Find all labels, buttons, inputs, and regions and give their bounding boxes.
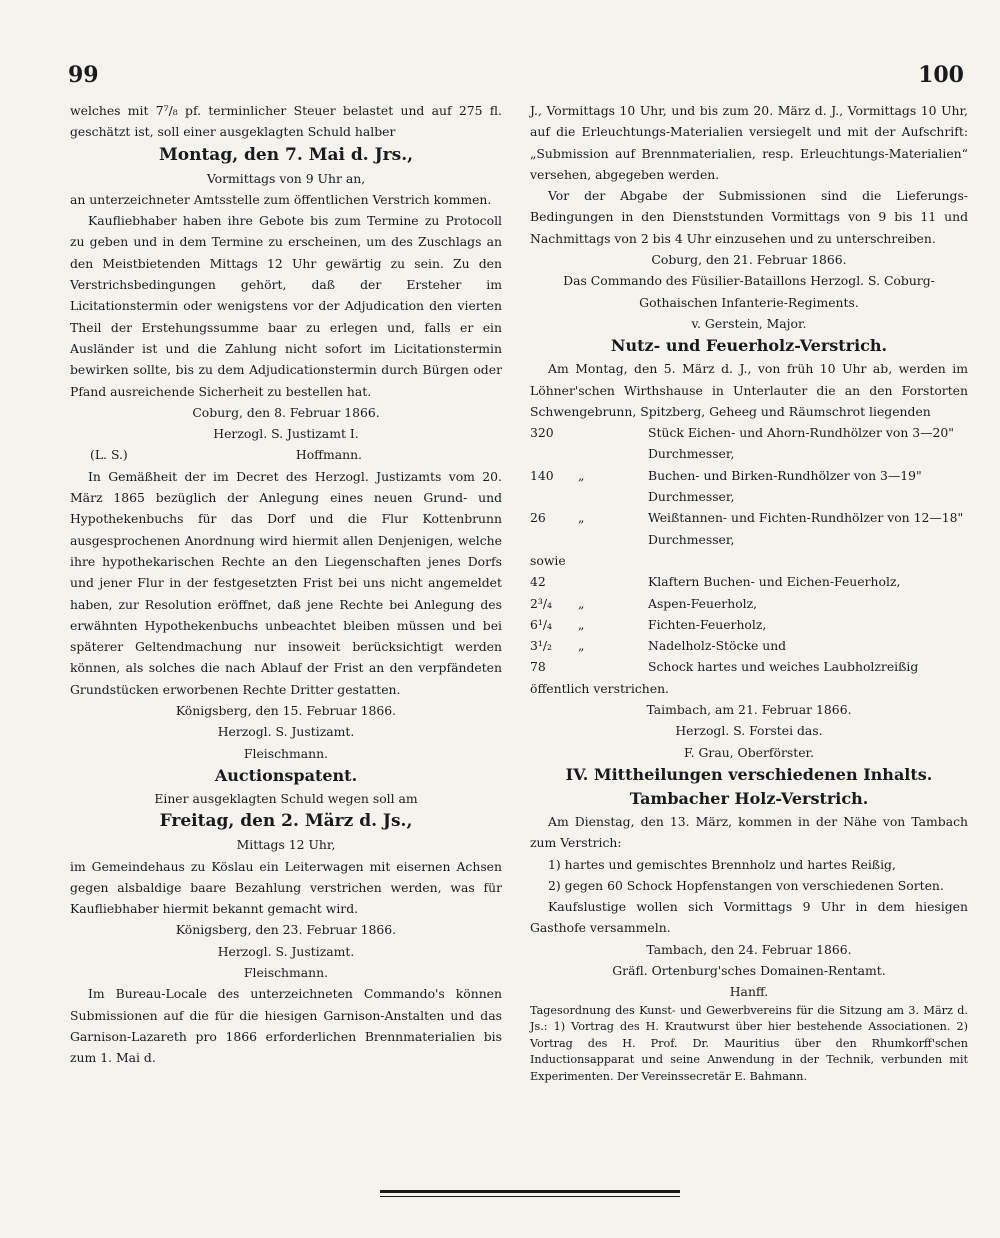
list-item: 1) hartes und gemischtes Brennholz und hartes Reißig, xyxy=(548,856,896,872)
sale-closing: öffentlich verstrichen. xyxy=(530,680,669,696)
ditto-mark: „ xyxy=(578,510,585,526)
command-name: Das Commando des Füsilier-Bataillons Herzogl. S. Coburg-Gothaischen Infanterie-Regiments. xyxy=(563,273,935,310)
dateline: Coburg, den 8. Februar 1866. xyxy=(192,404,380,420)
dateline: Königsberg, den 15. Februar 1866. xyxy=(175,703,397,719)
page-number-right: 100 xyxy=(918,62,964,88)
delivery-conditions: Vor der Abgabe der Submissionen sind die Lieferungs-Bedingungen in den Dienststunden Vormittags von 9 bis 11 und Nachmittags von 2 bis 4 Uhr einzusehen und zu unterschreiben. xyxy=(530,188,968,246)
list-item xyxy=(530,422,968,465)
auction-time: Vormittags von 9 Uhr an, xyxy=(206,170,366,186)
mortgage-notice: In Gemäßheit der im Decret des Herzogl. Justizamts vom 20. März 1865 bezüglich der Anlegung eines neuen Grund- und Hypothekenbuchs für das Dorf und die Flur Kottenbrunn ausgesprochenen Anordnung wird hiermit allen Denjenigen, welche ihre hypothekarischen Rechte an den Liegenschaften jenes Dorfs und jener Flur in der festgesetzten Frist bei uns nicht angemeldet haben, zur Resolution eröffnet, daß jene Rechte bei Anlegung des erwähnten Hypothekenbuchs unbeachtet bleiben müssen und bei späterer Geltendmachung nur insoweit berücksichtigt werden können, als solches die nach Ablauf der Frist an den verpfändeten Grundstücken erworbenen Rechte Dritter gestatten. xyxy=(70,468,502,697)
list-item xyxy=(530,507,968,550)
right-column xyxy=(530,100,968,1085)
quantity: 42 xyxy=(530,574,546,590)
auction-place: an unterzeichneter Amtsstelle zum öffentlichen Verstrich kommen. xyxy=(70,191,492,207)
ditto-mark: „ xyxy=(578,595,585,611)
court-name: Herzogl. S. Justizamt. xyxy=(217,943,355,959)
auction-intro: Einer ausgeklagten Schuld wegen soll am xyxy=(154,790,418,806)
society-agenda: Tagesordnung des Kunst- und Gewerbvereins für die Sitzung am 3. März d. Js.: 1) Vortrag des H. Krautwurst über hier bestehende Associationen. 2) Vortrag des H. Prof. Dr. Mauritius über den Rhumkorff'schen Inductionsapparat und seine Anwendung in der Technik, verbunden mit Experimenten. Der Vereinssecretär E. Bahmann. xyxy=(530,1003,968,1083)
bidding-conditions: Kaufliebhaber haben ihre Gebote bis zum Termine zu Protocoll zu geben und in dem Termine zu erscheinen, um des Zuschlags an den Meistbietenden Mittags 12 Uhr gewärtig zu sein. Zu den Verstrichsbedingungen gehört, daß der Ersteher im Licitationstermin oder wenigstens vor der Adjudication den vierten Theil der Erstehungssumme baar zu erlegen und, falls er ein Ausländer ist und die Zahlung nicht sofort im Licitationstermin bewirken sollte, bis zu dem Adjudicationstermin durch Bürgen oder Pfand ausreichende Sicherheit zu bestellen hat. xyxy=(70,213,502,399)
list-item xyxy=(530,593,968,614)
dateline: Coburg, den 21. Februar 1866. xyxy=(651,252,847,268)
signature-row xyxy=(70,444,502,465)
dateline: Taimbach, am 21. Februar 1866. xyxy=(646,702,852,718)
timber-list-b xyxy=(530,571,968,677)
section-iv-heading: IV. Mittheilungen verschiedenen Inhalts. xyxy=(565,764,933,784)
left-column xyxy=(70,100,502,1068)
sowie-text: sowie xyxy=(530,552,566,568)
forestry-office: Herzogl. S. Forstei das. xyxy=(675,723,823,739)
list-item: 2) gegen 60 Schock Hopfenstangen von verschiedenen Sorten. xyxy=(548,877,944,893)
signature-name: Hoffmann. xyxy=(295,447,362,463)
item-text: Nadelholz-Stöcke und xyxy=(648,638,787,654)
quantity: 2³/₄ xyxy=(530,595,552,611)
tambach-meeting: Kaufslustige wollen sich Vormittags 9 Uhr in dem hiesigen Gasthofe versammeln. xyxy=(530,899,968,936)
timber-sale-heading: Nutz- und Feuerholz-Verstrich. xyxy=(610,336,888,356)
timber-sale-intro: Am Montag, den 5. März d. J., von früh 10 Uhr ab, werden im Löhner'schen Wirthshause in Unterlauter die an den Forstorten Schwengebrunn, Spitzberg, Geheeg und Räumschrot liegenden xyxy=(530,361,968,419)
quantity: 78 xyxy=(530,659,546,675)
ditto-mark: „ xyxy=(578,638,585,654)
item-text: Klaftern Buchen- und Eichen-Feuerholz, xyxy=(648,574,901,590)
ditto-mark: „ xyxy=(578,467,585,483)
dateline: Königsberg, den 23. Februar 1866. xyxy=(175,922,397,938)
list-item xyxy=(530,635,968,656)
rentamt-name: Gräfl. Ortenburg'sches Domainen-Rentamt. xyxy=(612,962,886,978)
quantity: 3¹/₂ xyxy=(530,638,552,654)
item-text: Fichten-Feuerholz, xyxy=(648,616,767,632)
auction-time: Mittags 12 Uhr, xyxy=(236,837,336,853)
quantity: 6¹/₄ xyxy=(530,616,552,632)
bottom-rule xyxy=(380,1190,680,1193)
court-name: Herzogl. S. Justizamt I. xyxy=(213,426,359,442)
timber-list-a xyxy=(530,422,968,550)
ditto-mark xyxy=(578,656,648,677)
signature-name: v. Gerstein, Major. xyxy=(691,315,807,331)
auction-date-heading: Freitag, den 2. März d. Js., xyxy=(159,811,413,832)
signature-name: Hanff. xyxy=(729,984,769,1000)
property-text: welches mit 7⁷/₈ pf. terminlicher Steuer belastet und auf 275 fl. geschätzt ist, soll einer ausgeklagten Schuld halber xyxy=(70,103,502,140)
quantity: 26 xyxy=(530,510,546,526)
item-text: Schock hartes und weiches Laubholzreißig xyxy=(648,659,919,675)
list-item xyxy=(530,465,968,508)
signature-name: F. Grau, Oberförster. xyxy=(683,744,815,760)
auction-date-heading: Montag, den 7. Mai d. Jrs., xyxy=(158,144,414,165)
list-item xyxy=(530,656,968,677)
signature-name: Fleischmann. xyxy=(243,745,329,761)
quantity: 140 xyxy=(530,467,554,483)
quantity: 320 xyxy=(530,425,554,441)
ditto-mark xyxy=(578,422,648,465)
seal-mark: (L. S.) xyxy=(90,447,128,463)
dateline: Tambach, den 24. Februar 1866. xyxy=(646,941,852,957)
item-text: Buchen- und Birken-Rundhölzer von 3—19" Durchmesser, xyxy=(648,467,922,505)
auction-object: im Gemeindehaus zu Köslau ein Leiterwagen mit eisernen Achsen gegen alsbaldige baare Bezahlung verstrichen werden, was für Kaufliebhaber hiermit bekannt gemacht wird. xyxy=(70,858,502,917)
tambach-intro: Am Dienstag, den 13. März, kommen in der Nähe von Tambach zum Verstrich: xyxy=(530,813,968,851)
court-name: Herzogl. S. Justizamt. xyxy=(217,724,355,740)
item-text: Aspen-Feuerholz, xyxy=(648,595,758,611)
item-text: Weißtannen- und Fichten-Rundhölzer von 12—18" Durchmesser, xyxy=(648,510,964,547)
list-item xyxy=(530,614,968,635)
tambach-heading: Tambacher Holz-Verstrich. xyxy=(629,788,869,808)
submission-continued: J., Vormittags 10 Uhr, und bis zum 20. März d. J., Vormittags 10 Uhr, auf die Erleuchtungs-Materialien versiegelt und mit der Aufschrift: „Submission auf Brennmaterialien, resp. Erleuchtungs-Materialien“ versehen, abgegeben werden. xyxy=(530,103,968,182)
page-number-left: 99 xyxy=(68,62,99,88)
list-item xyxy=(530,571,968,592)
auction-patent-heading: Auctionspatent. xyxy=(214,765,358,785)
signature-name: Fleischmann. xyxy=(243,964,329,980)
submission-notice: Im Bureau-Locale des unterzeichneten Commando's können Submissionen auf die für die hiesigen Garnison-Anstalten und das Garnison-Lazareth pro 1866 erforderlichen Brennmaterialien bis zum 1. Mai d. xyxy=(70,986,502,1066)
bottom-rule-thin xyxy=(380,1196,680,1197)
item-text: Stück Eichen- und Ahorn-Rundhölzer von 3—20" Durchmesser, xyxy=(648,425,954,462)
ditto-mark: „ xyxy=(578,616,585,632)
ditto-mark xyxy=(578,571,648,592)
